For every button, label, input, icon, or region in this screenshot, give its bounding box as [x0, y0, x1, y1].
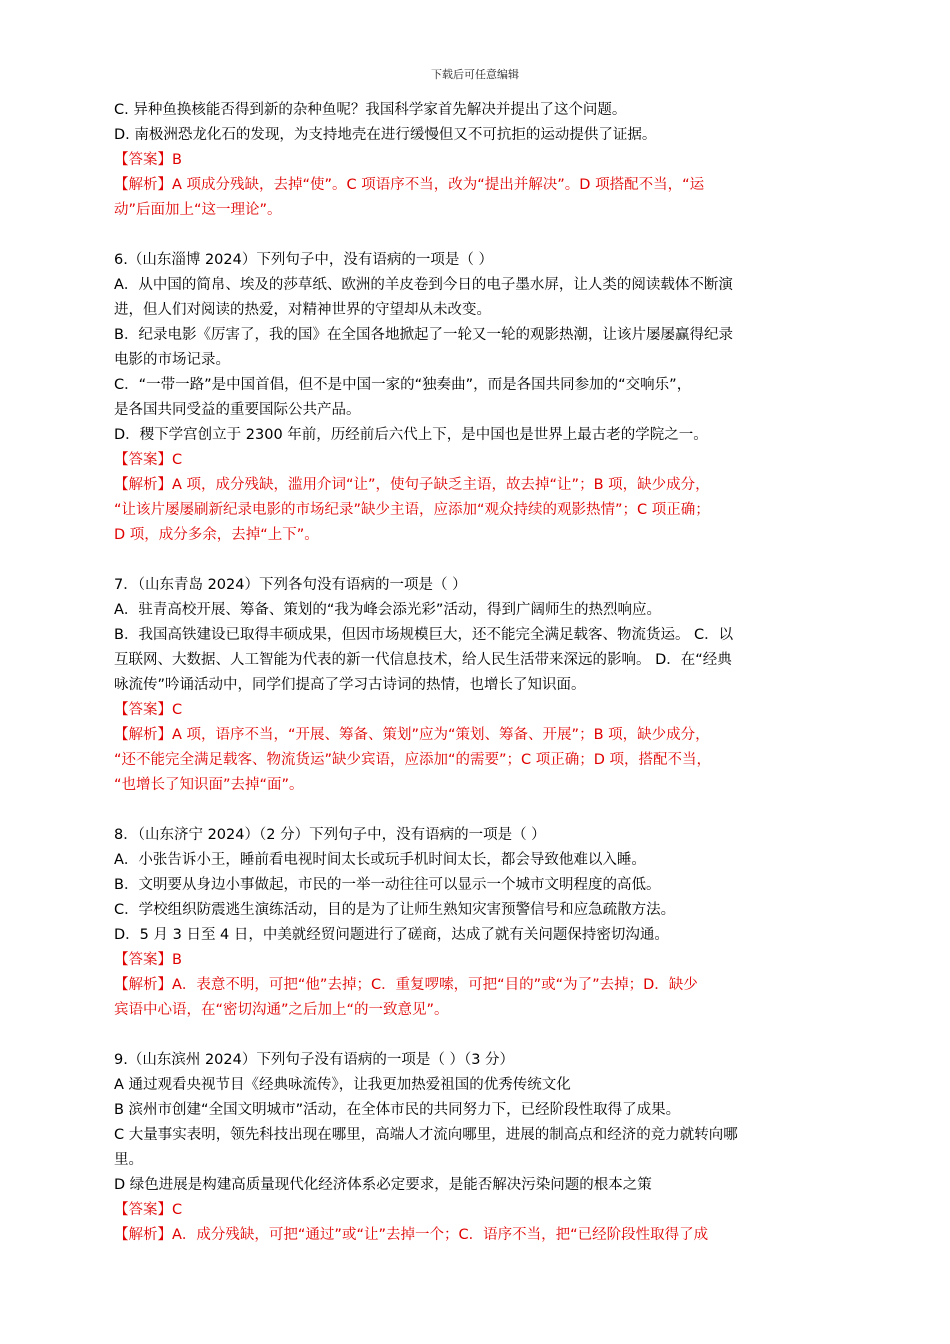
option-c: C 大量事实表明，领先科技出现在哪里，高端人才流向哪里，进展的制高点和经济的竞力就转向哪	[114, 1127, 738, 1143]
option-a-cont: 进，但人们对阅读的热爱，对精神世界的守望却从未改变。	[114, 302, 491, 318]
question-9	[114, 1048, 838, 1248]
question-8	[114, 823, 838, 1023]
option-a: A．从中国的简帛、埃及的莎草纸、欧洲的羊皮卷到今日的电子墨水屏，让人类的阅读载体不断演	[114, 277, 733, 293]
analysis-line: “还不能完全满足载客、物流货运”缺少宾语，应添加“的需要”；C 项正确；D 项，搭配不当，	[114, 752, 712, 768]
analysis-line: “也增长了知识面”去掉“面”。	[114, 777, 304, 793]
answer: 【答案】C	[114, 702, 183, 718]
answer: 【答案】C	[114, 1202, 183, 1218]
question-6	[114, 248, 838, 548]
answer: 【答案】B	[114, 952, 182, 968]
option-b: B．文明要从身边小事做起，市民的一举一动往往可以显示一个城市文明程度的高低。	[114, 877, 661, 893]
question-stem: 8．（山东济宁 2024）（2 分）下列句子中，没有语病的一项是（ ）	[114, 827, 546, 843]
analysis-line: “让该片屡屡刷新纪录电影的市场纪录”缺少主语，应添加“观众持续的观影热情”；C 项正确；	[114, 502, 710, 518]
option-c: C．“一带一路”是中国首倡，但不是中国一家的“独奏曲”，而是各国共同参加的“交响乐”，	[114, 377, 692, 393]
question-7	[114, 573, 838, 798]
analysis-line: 【解析】A 项，语序不当，“开展、筹备、策划”应为“策划、筹备、开展”；B 项，缺少成分，	[114, 727, 710, 743]
option-a: A 通过观看央视节目《经典咏流传》，让我更加热爱祖国的优秀传统文化	[114, 1077, 571, 1093]
analysis-line: 宾语中心语，在“密切沟通”之后加上“的一致意见”。	[114, 1002, 449, 1018]
option-c-cont: 是各国共同受益的重要国际公共产品。	[114, 402, 361, 418]
option-c-cont: 里。	[114, 1152, 143, 1168]
analysis-line: 动”后面加上“这一理论”。	[114, 202, 282, 218]
question-5-continued	[114, 98, 838, 223]
analysis-line: 【解析】A 项成分残缺，去掉“使”。C 项语序不当，改为“提出并解决”。D 项搭配不当，“运	[114, 177, 705, 193]
question-stem: 6.（山东淄博 2024）下列句子中，没有语病的一项是（ ）	[114, 252, 493, 268]
analysis-line: 【解析】A．成分残缺，可把“通过”或“让”去掉一个；C．语序不当，把“已经阶段性取得了成	[114, 1227, 709, 1243]
question-stem: 7．（山东青岛 2024）下列各句没有语病的一项是（ ）	[114, 577, 467, 593]
option-c: C．学校组织防震逃生演练活动，目的是为了让师生熟知灾害预警信号和应急疏散方法。	[114, 902, 676, 918]
analysis-line: D 项，成分多余，去掉“上下”。	[114, 527, 319, 543]
page-header: 下载后可任意编辑	[431, 68, 519, 81]
option-b: B．纪录电影《厉害了，我的国》在全国各地掀起了一轮又一轮的观影热潮，让该片屡屡赢得纪录	[114, 327, 733, 343]
option-d: D 绿色进展是构建高质量现代化经济体系必定要求，是能否解决污染问题的根本之策	[114, 1177, 652, 1193]
option-d: D. 南极洲恐龙化石的发现，为支持地壳在进行缓慢但又不可抗拒的运动提供了证据。	[114, 127, 657, 143]
option-b-cont: 电影的市场记录。	[114, 352, 230, 368]
option-d: D．稷下学宫创立于 2300 年前，历经前后六代上下，是中国也是世界上最古老的学院之一。	[114, 427, 708, 443]
analysis-line: 【解析】A 项，成分残缺，滥用介词“让”，使句子缺乏主语，故去掉“让”；B 项，缺少成分，	[114, 477, 710, 493]
option-d: 咏流传”吟诵活动中，同学们提高了学习古诗词的热情，也增长了知识面。	[114, 677, 586, 693]
option-b: B．我国高铁建设已取得丰硕成果，但因市场规模巨大，还不能完全满足载客、物流货运。 C．以	[114, 627, 734, 643]
analysis-line: 【解析】A．表意不明，可把“他”去掉；C．重复啰嗦，可把“目的”或“为了”去掉；D．缺少	[114, 977, 698, 993]
answer: 【答案】C	[114, 452, 183, 468]
answer: 【答案】B	[114, 152, 182, 168]
option-b: B 滨州市创建“全国文明城市”活动，在全体市民的共同努力下，已经阶段性取得了成果。	[114, 1102, 681, 1118]
option-a: A．驻青高校开展、筹备、策划的“我为峰会添光彩”活动，得到广阔师生的热烈响应。	[114, 602, 661, 618]
option-c: 互联网、大数据、人工智能为代表的新一代信息技术，给人民生活带来深远的影响。 D．在“经典	[114, 652, 732, 668]
question-stem: 9.（山东滨州 2024）下列句子没有语病的一项是（ ）（3 分）	[114, 1052, 515, 1068]
option-c: C. 异种鱼换核能否得到新的杂种鱼呢？我国科学家首先解决并提出了这个问题。	[114, 102, 627, 118]
document-body	[114, 98, 838, 1248]
option-a: A．小张告诉小王，睡前看电视时间太长或玩手机时间太长，都会导致他难以入睡。	[114, 852, 646, 868]
option-d: D．5 月 3 日至 4 日，中美就经贸问题进行了磋商，达成了就有关问题保持密切沟通。	[114, 927, 669, 943]
